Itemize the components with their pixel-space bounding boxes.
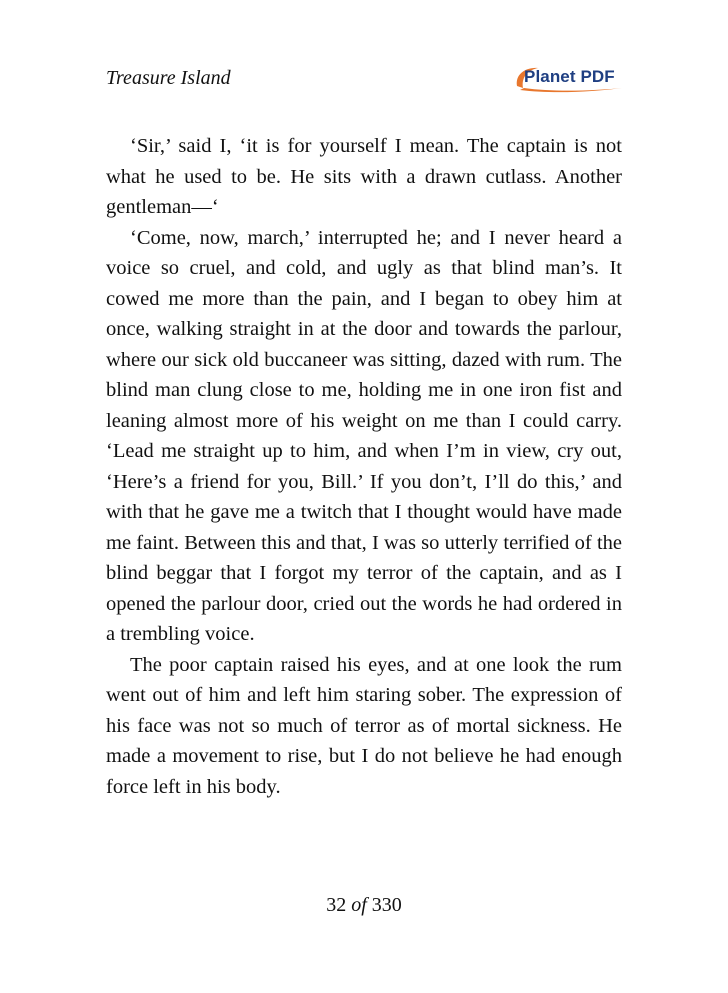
book-title: Treasure Island: [106, 67, 231, 89]
planet-pdf-logo: [512, 64, 624, 94]
paragraph: ‘Sir,’ said I, ‘it is for yourself I mean. The captain is not what he used to be. He sits with a drawn cutlass. Another gentleman—‘: [106, 135, 622, 218]
current-page: 32: [326, 894, 347, 916]
of-label: of: [351, 894, 367, 916]
page-number: [0, 893, 728, 917]
total-pages: 330: [371, 894, 402, 916]
paragraph: The poor captain raised his eyes, and at one look the rum went out of him and left him staring sober. The expression of his face was not so much of terror as of mortal sickness. He made a movement to rise, but I do not believe he had enough force left in his body.: [106, 653, 622, 798]
logo-text: Planet PDF: [524, 67, 615, 86]
paragraph: ‘Come, now, march,’ interrupted he; and I never heard a voice so cruel, and cold, and ugly as that blind man’s. It cowed me more than the pain, and I began to obey him at once, walking straight in at the door and towards the parlour, where our sick old buccaneer was sitting, dazed with rum. The blind man clung close to me, holding me in one iron fist and leaning almost more of his weight on me than I could carry. ‘Lead me straight up to him, and when I’m in view, cry out, ‘Here’s a friend for you, Bill.’ If you don’t, I’ll do this,’ and with that he gave me a twitch that I thought would have made me faint. Between this and that, I was so utterly terrified of the blind beggar that I forgot my terror of the captain, and as I opened the parlour door, cried out the words he had ordered in a trembling voice.: [106, 226, 622, 645]
body-text: [106, 131, 622, 802]
